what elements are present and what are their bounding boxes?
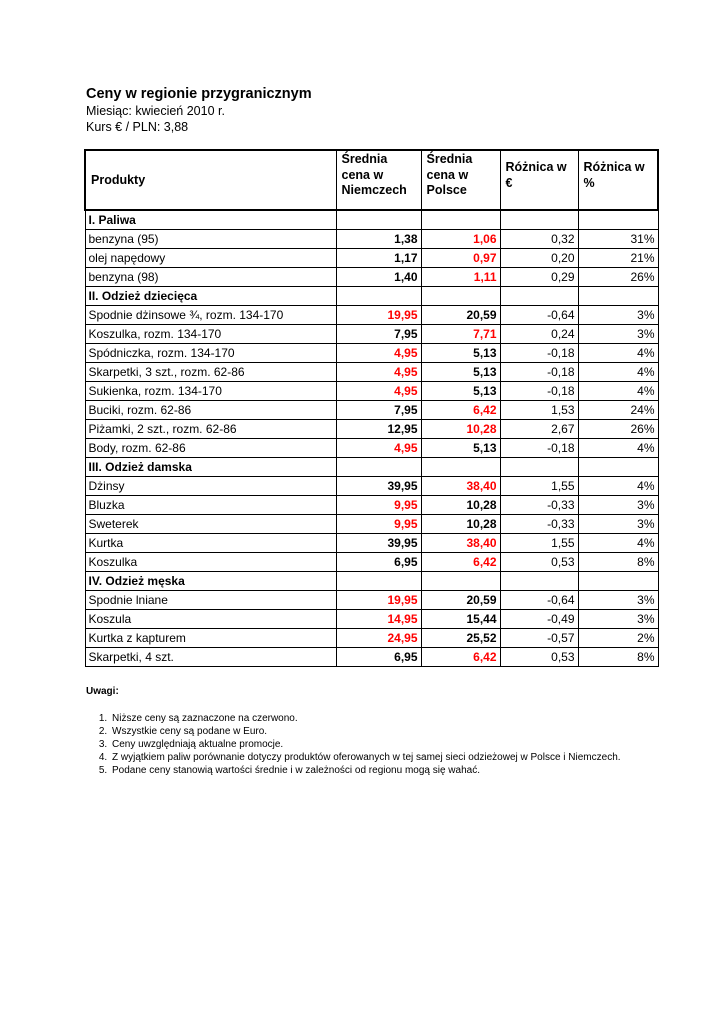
diff-pct-cell: 4%: [578, 439, 658, 458]
diff-eur-cell: -0,18: [500, 382, 578, 401]
diff-eur-cell: -0,49: [500, 610, 578, 629]
product-name-cell: benzyna (95): [85, 230, 336, 249]
diff-pct-cell: 26%: [578, 268, 658, 287]
section-row: [85, 572, 658, 591]
price-poland-cell: 5,13: [421, 363, 500, 382]
diff-pct-cell: 3%: [578, 496, 658, 515]
price-germany-cell: 39,95: [336, 477, 421, 496]
empty-cell: [336, 287, 421, 306]
price-poland-cell: 6,42: [421, 401, 500, 420]
table-row: [85, 553, 658, 572]
empty-cell: [500, 458, 578, 477]
product-name-cell: Koszula: [85, 610, 336, 629]
table-row: [85, 439, 658, 458]
product-name-cell: Spodnie lniane: [85, 591, 336, 610]
price-germany-cell: 12,95: [336, 420, 421, 439]
section-row: [85, 458, 658, 477]
diff-pct-cell: 3%: [578, 306, 658, 325]
column-header-diff-pct: Różnica w %: [578, 150, 658, 210]
column-header-price-poland: Średnia cena w Polsce: [421, 150, 500, 210]
diff-pct-cell: 4%: [578, 344, 658, 363]
price-poland-cell: 5,13: [421, 344, 500, 363]
price-germany-cell: 7,95: [336, 401, 421, 420]
diff-eur-cell: -0,33: [500, 515, 578, 534]
table-row: [85, 515, 658, 534]
table-row: [85, 382, 658, 401]
diff-eur-cell: 0,53: [500, 553, 578, 572]
note-item: 2. Wszystkie ceny są podane w Euro.: [110, 725, 646, 738]
diff-eur-cell: -0,64: [500, 591, 578, 610]
empty-cell: [578, 287, 658, 306]
empty-cell: [578, 458, 658, 477]
product-name-cell: Spódniczka, rozm. 134-170: [85, 344, 336, 363]
empty-cell: [421, 287, 500, 306]
header-row: [85, 150, 658, 210]
price-poland-cell: 25,52: [421, 629, 500, 648]
diff-pct-cell: 4%: [578, 477, 658, 496]
diff-pct-cell: 8%: [578, 648, 658, 667]
price-poland-cell: 38,40: [421, 477, 500, 496]
table-row: [85, 401, 658, 420]
diff-eur-cell: 1,55: [500, 477, 578, 496]
diff-eur-cell: 1,55: [500, 534, 578, 553]
price-germany-cell: 14,95: [336, 610, 421, 629]
price-germany-cell: 9,95: [336, 515, 421, 534]
price-germany-cell: 9,95: [336, 496, 421, 515]
empty-cell: [421, 458, 500, 477]
price-germany-cell: 4,95: [336, 363, 421, 382]
price-table: [84, 149, 659, 667]
table-row: [85, 610, 658, 629]
product-name-cell: Spodnie dżinsowe ¾, rozm. 134-170: [85, 306, 336, 325]
column-header-diff-eur: Różnica w €: [500, 150, 578, 210]
empty-cell: [578, 572, 658, 591]
product-name-cell: Kurtka: [85, 534, 336, 553]
diff-pct-cell: 24%: [578, 401, 658, 420]
diff-eur-cell: -0,64: [500, 306, 578, 325]
product-name-cell: Bluzka: [85, 496, 336, 515]
price-germany-cell: 6,95: [336, 553, 421, 572]
notes-section: [86, 685, 646, 777]
price-germany-cell: 4,95: [336, 439, 421, 458]
diff-eur-cell: 1,53: [500, 401, 578, 420]
diff-pct-cell: 26%: [578, 420, 658, 439]
price-germany-cell: 19,95: [336, 591, 421, 610]
diff-eur-cell: -0,18: [500, 344, 578, 363]
price-poland-cell: 10,28: [421, 515, 500, 534]
table-row: [85, 363, 658, 382]
diff-pct-cell: 21%: [578, 249, 658, 268]
price-poland-cell: 15,44: [421, 610, 500, 629]
diff-pct-cell: 3%: [578, 325, 658, 344]
price-poland-cell: 1,06: [421, 230, 500, 249]
diff-eur-cell: 0,32: [500, 230, 578, 249]
product-name-cell: Dżinsy: [85, 477, 336, 496]
table-row: [85, 249, 658, 268]
month-label: Miesiąc: kwiecień 2010 r.: [86, 104, 225, 118]
empty-cell: [336, 572, 421, 591]
price-poland-cell: 6,42: [421, 553, 500, 572]
product-name-cell: olej napędowy: [85, 249, 336, 268]
diff-pct-cell: 4%: [578, 363, 658, 382]
price-poland-cell: 20,59: [421, 591, 500, 610]
price-poland-cell: 6,42: [421, 648, 500, 667]
diff-eur-cell: 0,20: [500, 249, 578, 268]
section-row: [85, 210, 658, 230]
empty-cell: [500, 287, 578, 306]
price-poland-cell: 10,28: [421, 496, 500, 515]
price-poland-cell: 5,13: [421, 382, 500, 401]
column-header-products: Produkty: [85, 150, 336, 210]
diff-eur-cell: -0,57: [500, 629, 578, 648]
price-poland-cell: 7,71: [421, 325, 500, 344]
table-row: [85, 648, 658, 667]
product-name-cell: Sweterek: [85, 515, 336, 534]
diff-pct-cell: 4%: [578, 382, 658, 401]
price-poland-cell: 20,59: [421, 306, 500, 325]
product-name-cell: Koszulka, rozm. 134-170: [85, 325, 336, 344]
notes-title: Uwagi:: [86, 686, 119, 697]
price-table-body: [85, 210, 658, 667]
price-poland-cell: 5,13: [421, 439, 500, 458]
empty-cell: [500, 572, 578, 591]
section-label: I. Paliwa: [85, 210, 336, 230]
diff-pct-cell: 31%: [578, 230, 658, 249]
product-name-cell: benzyna (98): [85, 268, 336, 287]
price-table-header: [85, 150, 658, 210]
diff-eur-cell: -0,18: [500, 439, 578, 458]
diff-pct-cell: 3%: [578, 610, 658, 629]
table-row: [85, 591, 658, 610]
product-name-cell: Kurtka z kapturem: [85, 629, 336, 648]
empty-cell: [421, 210, 500, 230]
table-row: [85, 306, 658, 325]
section-label: II. Odzież dziecięca: [85, 287, 336, 306]
product-name-cell: Koszulka: [85, 553, 336, 572]
price-germany-cell: 4,95: [336, 382, 421, 401]
section-row: [85, 287, 658, 306]
price-germany-cell: 24,95: [336, 629, 421, 648]
product-name-cell: Buciki, rozm. 62-86: [85, 401, 336, 420]
empty-cell: [336, 458, 421, 477]
document-header: [86, 85, 312, 135]
diff-eur-cell: -0,18: [500, 363, 578, 382]
diff-pct-cell: 3%: [578, 515, 658, 534]
diff-eur-cell: 0,24: [500, 325, 578, 344]
price-germany-cell: 1,40: [336, 268, 421, 287]
diff-pct-cell: 8%: [578, 553, 658, 572]
notes-list: [86, 712, 646, 777]
price-germany-cell: 7,95: [336, 325, 421, 344]
table-row: [85, 420, 658, 439]
empty-cell: [421, 572, 500, 591]
diff-eur-cell: -0,33: [500, 496, 578, 515]
note-item: 5. Podane ceny stanowią wartości średnie i w zależności od regionu mogą się wahać.: [110, 764, 646, 777]
price-poland-cell: 38,40: [421, 534, 500, 553]
section-label: IV. Odzież męska: [85, 572, 336, 591]
table-row: [85, 344, 658, 363]
diff-pct-cell: 2%: [578, 629, 658, 648]
diff-pct-cell: 3%: [578, 591, 658, 610]
note-item: 1. Niższe ceny są zaznaczone na czerwono.: [110, 712, 646, 725]
price-poland-cell: 1,11: [421, 268, 500, 287]
table-row: [85, 477, 658, 496]
price-germany-cell: 39,95: [336, 534, 421, 553]
product-name-cell: Sukienka, rozm. 134-170: [85, 382, 336, 401]
price-germany-cell: 19,95: [336, 306, 421, 325]
product-name-cell: Body, rozm. 62-86: [85, 439, 336, 458]
diff-eur-cell: 0,53: [500, 648, 578, 667]
product-name-cell: Skarpetki, 3 szt., rozm. 62-86: [85, 363, 336, 382]
price-germany-cell: 1,38: [336, 230, 421, 249]
price-poland-cell: 0,97: [421, 249, 500, 268]
table-row: [85, 496, 658, 515]
diff-pct-cell: 4%: [578, 534, 658, 553]
product-name-cell: Skarpetki, 4 szt.: [85, 648, 336, 667]
exchange-rate-label: Kurs € / PLN: 3,88: [86, 120, 189, 134]
empty-cell: [500, 210, 578, 230]
diff-eur-cell: 2,67: [500, 420, 578, 439]
note-item: 3. Ceny uwzględniają aktualne promocje.: [110, 738, 646, 751]
diff-eur-cell: 0,29: [500, 268, 578, 287]
price-germany-cell: 6,95: [336, 648, 421, 667]
table-row: [85, 629, 658, 648]
empty-cell: [578, 210, 658, 230]
price-poland-cell: 10,28: [421, 420, 500, 439]
table-row: [85, 230, 658, 249]
price-germany-cell: 4,95: [336, 344, 421, 363]
column-header-price-germany: Średnia cena w Niemczech: [336, 150, 421, 210]
section-label: III. Odzież damska: [85, 458, 336, 477]
price-germany-cell: 1,17: [336, 249, 421, 268]
empty-cell: [336, 210, 421, 230]
product-name-cell: Piżamki, 2 szt., rozm. 62-86: [85, 420, 336, 439]
page-title: Ceny w regionie przygranicznym: [86, 86, 312, 102]
note-item: 4. Z wyjątkiem paliw porównanie dotyczy produktów oferowanych w tej samej sieci odzieżowej w Polsce i Niemczech.: [110, 751, 646, 764]
table-row: [85, 325, 658, 344]
table-row: [85, 268, 658, 287]
table-row: [85, 534, 658, 553]
